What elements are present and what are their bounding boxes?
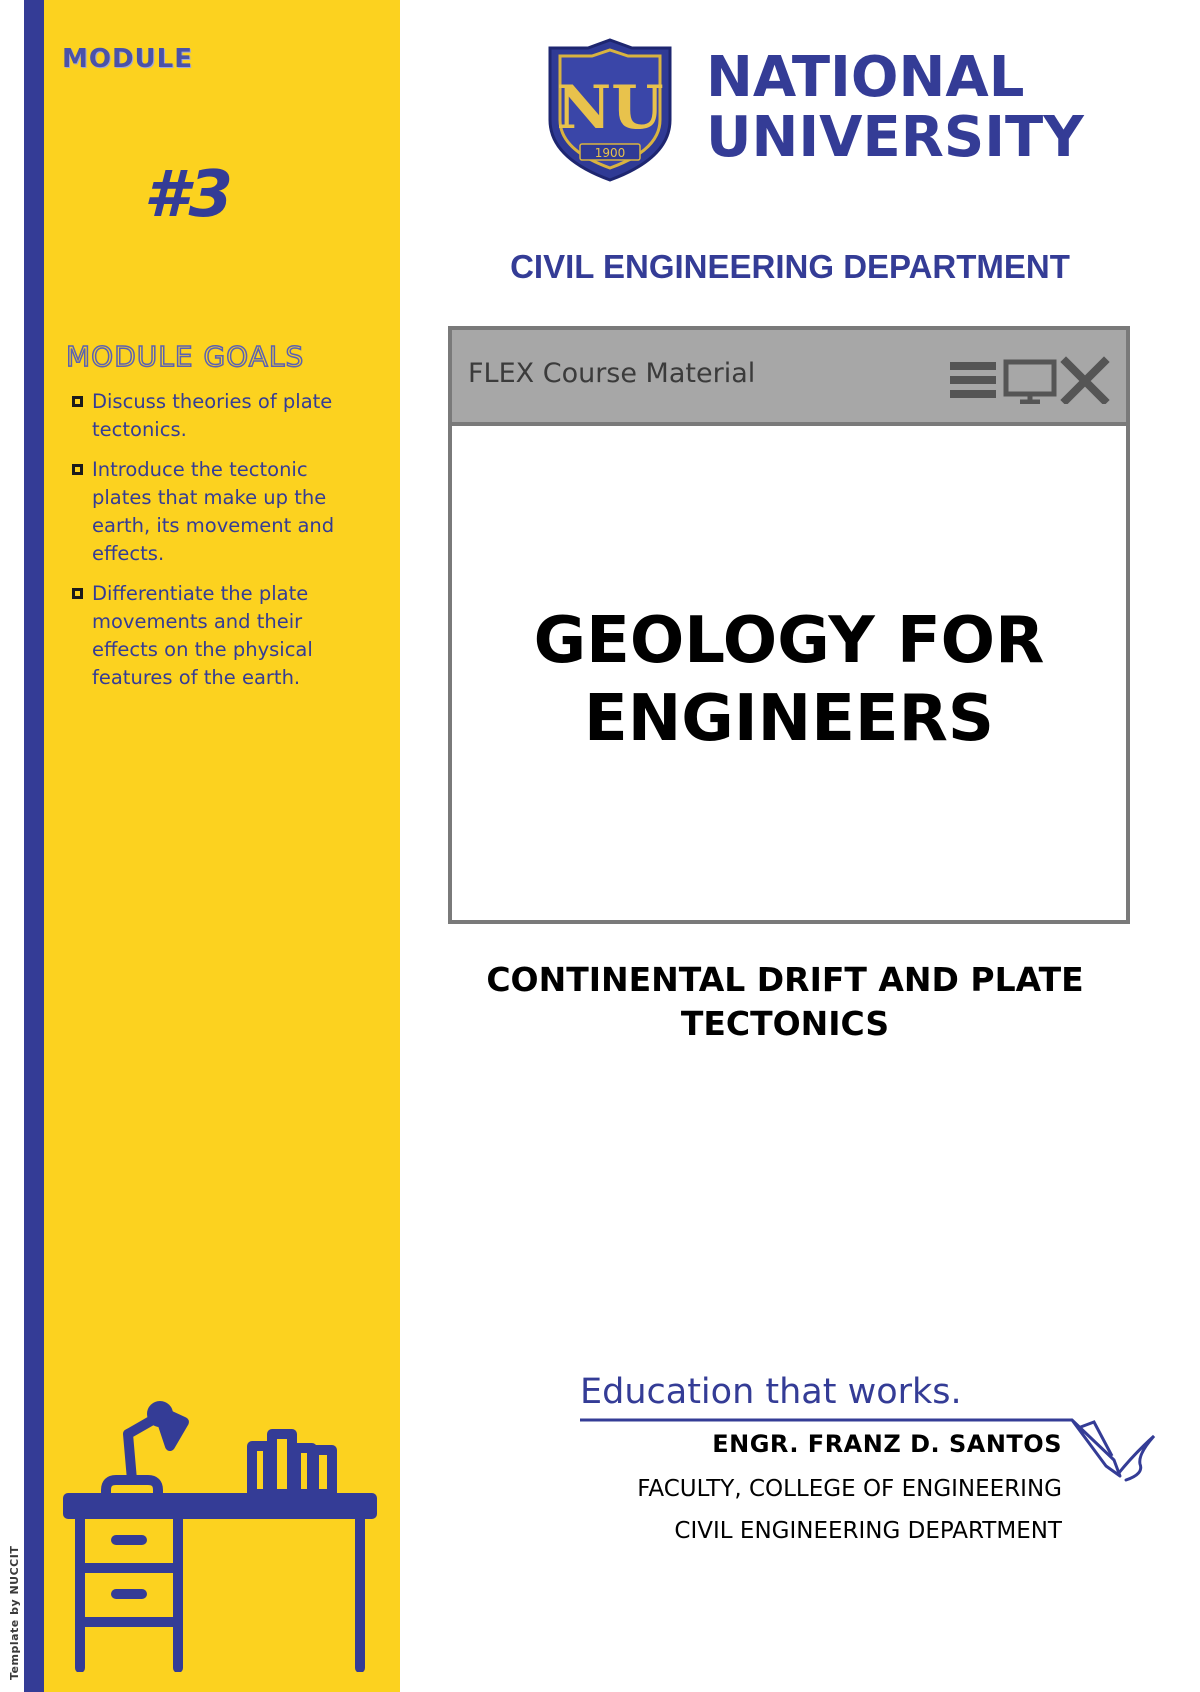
university-name-line1: NATIONAL — [706, 45, 1025, 110]
department-heading: CIVIL ENGINEERING DEPARTMENT — [510, 248, 1070, 285]
monitor-icon[interactable] — [1006, 362, 1054, 402]
square-bullet-icon — [72, 588, 83, 599]
course-material-window — [448, 326, 1130, 924]
sidebar-stripe — [24, 0, 44, 1692]
university-name — [706, 45, 1084, 170]
module-topic-line2: TECTONICS — [680, 1004, 890, 1043]
author-department: CIVIL ENGINEERING DEPARTMENT — [674, 1518, 1062, 1544]
course-subject-title — [452, 602, 1126, 758]
window-title-bar — [452, 330, 1126, 426]
goal-item — [70, 580, 360, 692]
tagline: Education that works. — [580, 1372, 962, 1412]
goal-item — [70, 388, 360, 444]
university-name-line2: UNIVERSITY — [706, 105, 1084, 170]
square-bullet-icon — [72, 464, 83, 475]
module-topic-line1: CONTINENTAL DRIFT AND PLATE — [486, 960, 1084, 999]
module-goals-list — [70, 388, 360, 704]
template-credit: Template by NUCCIT — [8, 1545, 21, 1680]
module-label: MODULE — [62, 44, 193, 74]
module-goals-title: MODULE GOALS — [66, 340, 305, 373]
course-subject-line2: ENGINEERS — [584, 682, 994, 756]
square-bullet-icon — [72, 396, 83, 407]
author-name: ENGR. FRANZ D. SANTOS — [712, 1430, 1062, 1458]
menu-icon[interactable] — [950, 362, 996, 398]
window-controls — [948, 356, 1114, 404]
nu-crest-icon — [542, 36, 678, 184]
goal-item — [70, 456, 360, 568]
goal-text: Introduce the tectonic plates that make up the earth, its movement and effects. — [92, 458, 335, 565]
goal-text: Discuss theories of plate tectonics. — [92, 390, 333, 441]
close-icon[interactable] — [1066, 362, 1104, 400]
logo-year: 1900 — [594, 146, 626, 160]
author-role: FACULTY, COLLEGE OF ENGINEERING — [637, 1476, 1062, 1502]
goal-text: Differentiate the plate movements and their effects on the physical features of the earth. — [92, 582, 313, 689]
module-number: #3 — [144, 158, 234, 232]
logo-monogram: NU — [556, 73, 664, 143]
module-topic — [440, 958, 1130, 1046]
course-subject-line1: GEOLOGY FOR — [533, 604, 1045, 678]
desk-with-lamp-and-books-icon — [60, 1400, 380, 1672]
window-title: FLEX Course Material — [468, 358, 756, 389]
